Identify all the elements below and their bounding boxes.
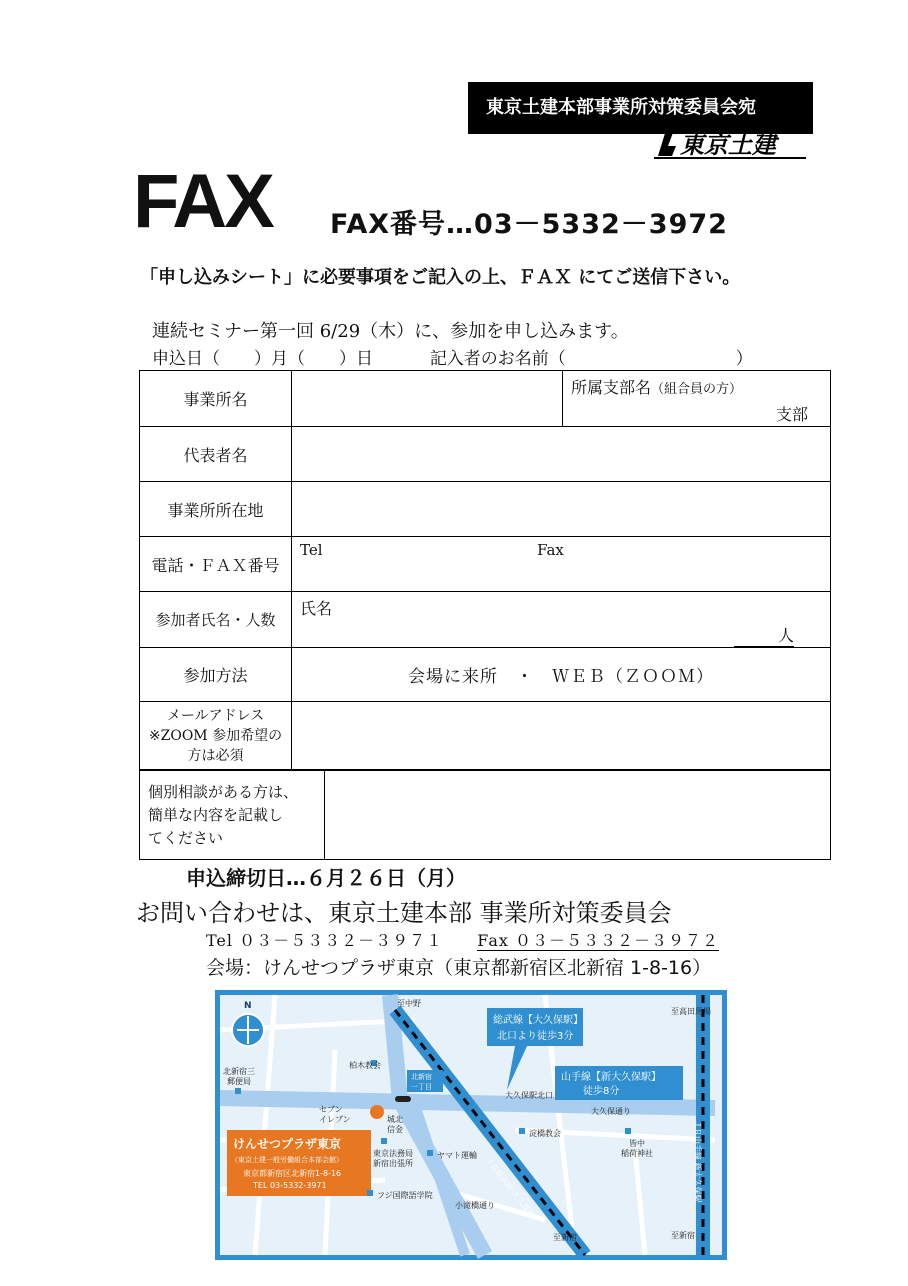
- venue-map: [215, 990, 727, 1260]
- consult-line2: 簡単な内容を記載し: [148, 805, 284, 824]
- svg-text:淀橋教会: 淀橋教会: [529, 1129, 561, 1138]
- svg-text:北口より徒歩3分: 北口より徒歩3分: [497, 1031, 574, 1042]
- deadline: 申込締切日…６月２６日（月）: [186, 866, 466, 890]
- contact-phones: [206, 928, 719, 951]
- svg-text:至新宿: 至新宿: [553, 1233, 577, 1242]
- svg-text:徒歩8分: 徒歩8分: [583, 1086, 620, 1097]
- svg-text:新宿出張所: 新宿出張所: [373, 1159, 413, 1168]
- representative-label: 代表者名: [140, 427, 292, 482]
- branch-suffix: 支部: [775, 405, 808, 424]
- email-label-line1: メールアドレス: [166, 707, 265, 724]
- svg-text:N: N: [244, 1001, 252, 1011]
- svg-text:信金: 信金: [387, 1125, 403, 1134]
- svg-text:ＪＲ山手線 新大久保駅: ＪＲ山手線 新大久保駅: [693, 1120, 702, 1203]
- branch-label: 所属支部名: [571, 378, 652, 397]
- people-suffix: 人: [777, 626, 794, 645]
- svg-text:至高田馬場: 至高田馬場: [671, 1007, 711, 1016]
- consultation-form: [139, 770, 831, 860]
- fax-number: FAX番号…03－5332－3972: [330, 209, 728, 240]
- apply-date-field[interactable]: 申込日（ ）月（ ）日: [152, 349, 373, 369]
- svg-text:ＪＲ総武線 大久保駅: ＪＲ総武線 大久保駅: [483, 1155, 537, 1220]
- fax-label: Fax: [537, 541, 564, 559]
- tel-label: Tel: [300, 541, 323, 559]
- address-label: 事業所所在地: [140, 482, 292, 537]
- branch-field[interactable]: [563, 371, 831, 427]
- svg-text:イレブン: イレブン: [319, 1115, 351, 1124]
- email-field[interactable]: [292, 702, 831, 770]
- contact-fax: Fax ０３－５３３２－３９７２: [477, 931, 719, 950]
- name-label: 氏名: [300, 599, 333, 618]
- recipient-text: 東京土建本部事業所対策委員会宛: [486, 97, 756, 118]
- office-name-label: 事業所名: [140, 371, 292, 427]
- participants-label: 参加者氏名・人数: [140, 592, 292, 648]
- svg-text:北新宿三: 北新宿三: [223, 1067, 255, 1076]
- consultation-field[interactable]: [325, 771, 831, 860]
- svg-text:一丁目: 一丁目: [411, 1083, 432, 1091]
- people-count-field[interactable]: [734, 623, 794, 647]
- svg-text:城北: 城北: [387, 1115, 403, 1124]
- method-options[interactable]: 会場に来所 ・ ＷＥＢ（ＺＯＯＭ）: [292, 648, 831, 702]
- svg-text:山手線【新大久保駅】: 山手線【新大久保駅】: [561, 1072, 661, 1083]
- svg-text:至新宿: 至新宿: [671, 1231, 695, 1240]
- svg-text:東京土建: 東京土建: [680, 131, 776, 159]
- instruction-text: 「申し込みシート」に必要事項をご記入の上、ＦＡＸ にてご送信下さい。: [140, 267, 741, 288]
- participants-field[interactable]: [292, 592, 831, 648]
- svg-text:セブン: セブン: [319, 1105, 343, 1114]
- email-label-line2: ※ZOOM 参加希望の: [148, 727, 283, 744]
- svg-text:けんせつプラザ東京: けんせつプラザ東京: [233, 1137, 342, 1151]
- seminar-line: 連続セミナー第一回 6/29（木）に、参加を申し込みます。: [152, 321, 629, 342]
- branch-note: （組合員の方）: [651, 382, 743, 397]
- svg-text:大久保通り: 大久保通り: [591, 1107, 631, 1116]
- consultation-label: [140, 771, 325, 860]
- fax-title: FAX: [133, 159, 272, 244]
- contact-info: お問い合わせは、東京土建本部 事業所対策委員会: [136, 899, 672, 927]
- phone-fax-field[interactable]: [292, 537, 831, 592]
- application-form: [139, 370, 831, 770]
- svg-text:大久保駅北口: 大久保駅北口: [505, 1091, 553, 1100]
- consult-line3: てください: [148, 828, 224, 847]
- address-field[interactable]: [292, 482, 831, 537]
- svg-text:皆中: 皆中: [629, 1139, 645, 1148]
- venue-info: 会場：けんせつプラザ東京（東京都新宿区北新宿 1-8-16）: [206, 957, 712, 979]
- svg-text:総武線【大久保駅】: 総武線【大久保駅】: [493, 1015, 583, 1026]
- phone-fax-label: 電話・ＦＡＸ番号: [140, 537, 292, 592]
- svg-text:フジ国際語学院: フジ国際語学院: [377, 1191, 433, 1200]
- svg-text:（東京土建一般労働組合本部会館）: （東京土建一般労働組合本部会館）: [231, 1156, 343, 1164]
- tokyo-doken-logo: [650, 126, 810, 160]
- applicant-name-field[interactable]: 記入者のお名前（ ）: [429, 349, 753, 369]
- svg-text:柏木教会: 柏木教会: [349, 1061, 381, 1070]
- svg-text:至中野: 至中野: [397, 999, 421, 1008]
- email-label-line3: 方は必須: [187, 747, 244, 764]
- apply-line: [152, 344, 753, 369]
- representative-field[interactable]: [292, 427, 831, 482]
- contact-tel: Tel ０３－５３３２－３９７１: [206, 931, 444, 950]
- consult-line1: 個別相談がある方は、: [148, 782, 299, 801]
- svg-text:ヤマト運輸: ヤマト運輸: [437, 1151, 477, 1160]
- svg-text:北新宿: 北新宿: [411, 1073, 432, 1081]
- svg-text:東京法務局: 東京法務局: [373, 1149, 413, 1158]
- svg-text:TEL 03-5332-3971: TEL 03-5332-3971: [253, 1181, 327, 1190]
- method-label: 参加方法: [140, 648, 292, 702]
- office-name-field[interactable]: [292, 371, 563, 427]
- svg-text:東京都新宿区北新宿1-8-16: 東京都新宿区北新宿1-8-16: [243, 1169, 342, 1178]
- svg-text:郵便局: 郵便局: [227, 1077, 251, 1086]
- email-label: [140, 702, 292, 770]
- svg-text:稲荷神社: 稲荷神社: [621, 1149, 653, 1158]
- svg-text:小滝橋通り: 小滝橋通り: [455, 1201, 495, 1210]
